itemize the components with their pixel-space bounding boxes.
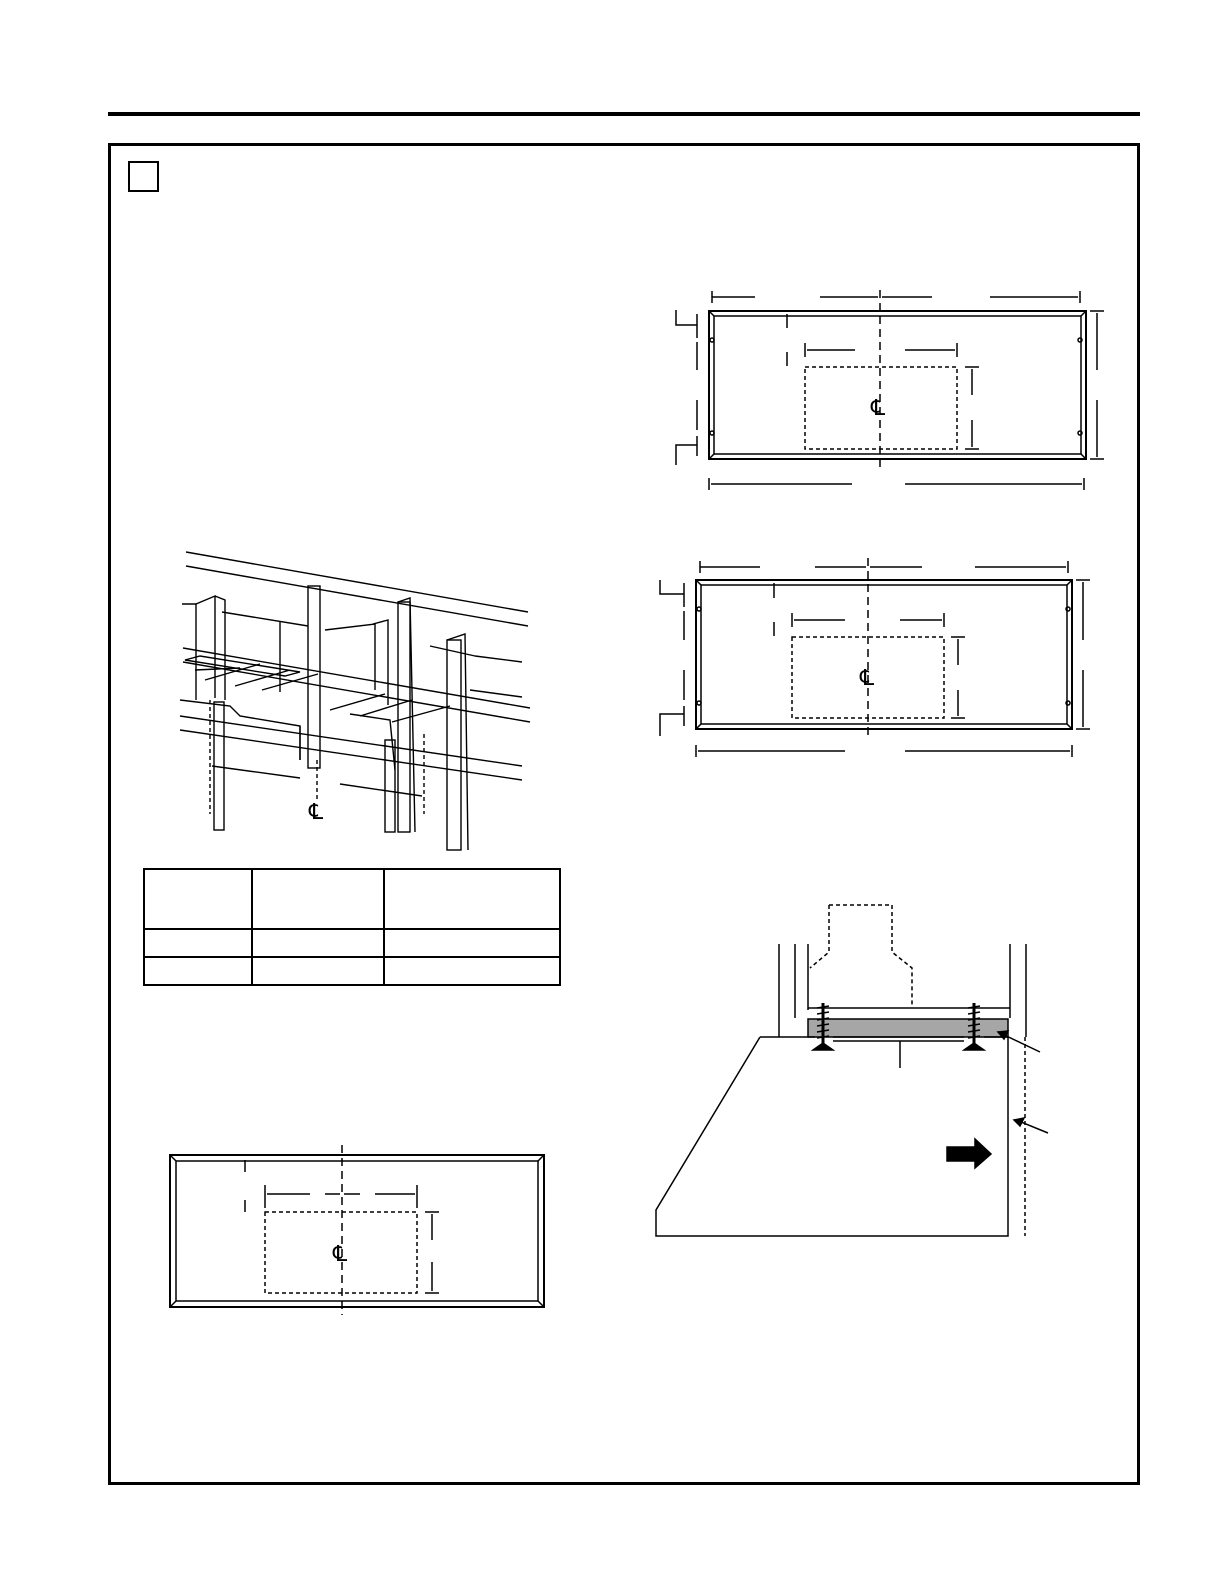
centerline-symbol-joist: ℄ [309,800,324,825]
table-cell [252,869,383,929]
centerline-symbol-lower: ℄ [333,1242,348,1267]
table-row [144,957,560,985]
table-cell [252,957,383,985]
table-cell [144,869,252,929]
step-checkbox [128,161,159,192]
table-row [144,929,560,957]
joist-framing-diagram [170,540,550,860]
direction-arrow-icon [947,1139,991,1168]
template-diagram-lower [160,1140,560,1320]
template-diagram-middle [650,550,1110,770]
table-row [144,869,560,929]
hood-mounting-diagram [650,895,1070,1250]
table-cell [384,929,560,957]
template-diagram-upper [660,280,1120,500]
table-cell [384,957,560,985]
table-cell [384,869,560,929]
table-cell [144,957,252,985]
centerline-symbol-upper: ℄ [871,396,886,421]
dimension-table [143,868,561,986]
table-cell [252,929,383,957]
table-cell [144,929,252,957]
header-rule [108,112,1140,116]
centerline-symbol-middle: ℄ [860,666,875,691]
